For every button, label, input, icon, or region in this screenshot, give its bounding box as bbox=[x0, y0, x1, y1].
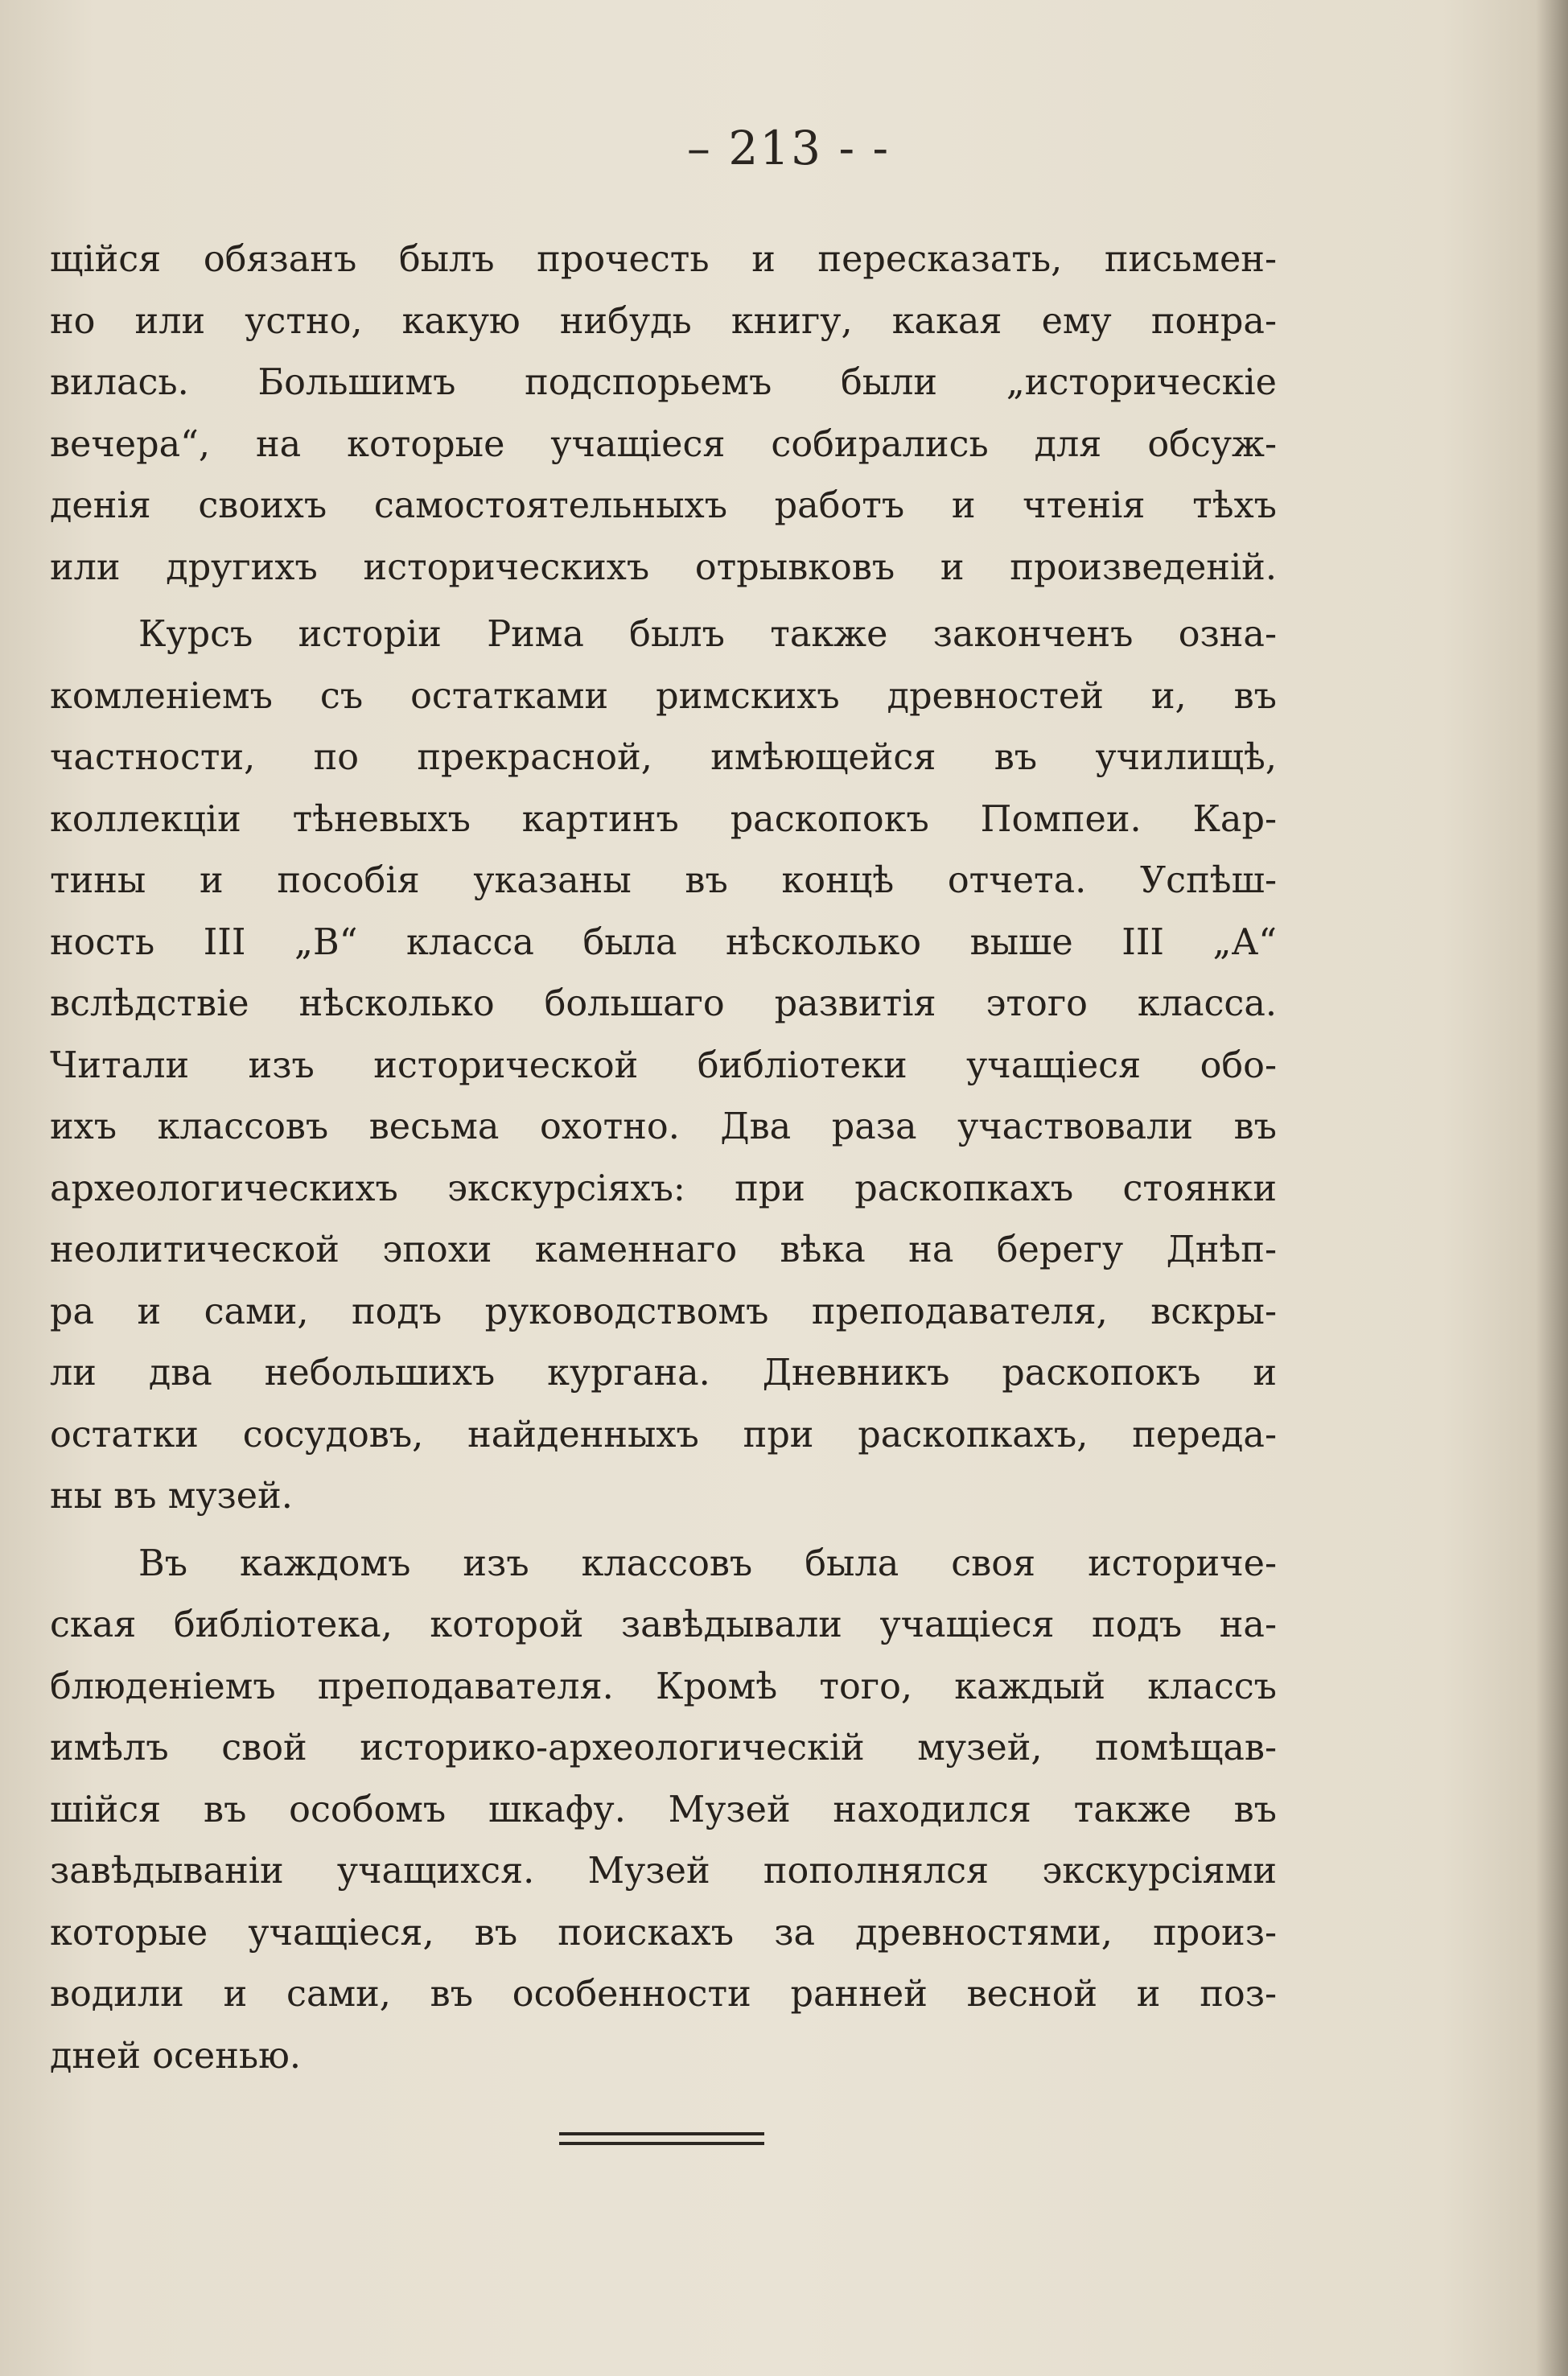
text-line: вечера“, на которые учащіеся собирались для обсуж- bbox=[50, 423, 1277, 465]
text-line: вилась. Большимъ подспорьемъ были „историческіе bbox=[50, 362, 1277, 403]
text-line: остатки сосудовъ, найденныхъ при раскопкахъ, переда- bbox=[50, 1414, 1277, 1456]
text-line: Въ каждомъ изъ классовъ была своя историче- bbox=[138, 1542, 1277, 1584]
paragraph-1 bbox=[50, 229, 1277, 599]
text-line: завѣдываніи учащихся. Музей пополнялся экскурсіями bbox=[50, 1851, 1277, 1892]
text-line: ихъ классовъ весьма охотно. Два раза участвовали въ bbox=[50, 1106, 1277, 1147]
text-line: тины и пособія указаны въ концѣ отчета. Успѣш- bbox=[50, 860, 1277, 901]
text-line: шійся въ особомъ шкафу. Музей находился также въ bbox=[50, 1789, 1277, 1830]
text-line: ли два небольшихъ кургана. Дневникъ раскопокъ и bbox=[50, 1353, 1277, 1394]
text-line: Курсъ исторіи Рима былъ также законченъ озна- bbox=[138, 614, 1277, 655]
text-line: которые учащіеся, въ поискахъ за древностями, произ- bbox=[50, 1912, 1277, 1954]
text-line: частности, по прекрасной, имѣющейся въ училищѣ, bbox=[50, 737, 1277, 778]
text-line: дней осенью. bbox=[50, 2035, 302, 2077]
text-line: или другихъ историческихъ отрывковъ и произведеній. bbox=[50, 546, 1277, 588]
text-line: но или устно, какую нибудь книгу, какая ему понра- bbox=[50, 300, 1277, 342]
text-line: Читали изъ исторической библіотеки учащіеся обо- bbox=[50, 1044, 1277, 1086]
page-edge-shadow bbox=[1536, 0, 1568, 2376]
text-line: вслѣдствіе нѣсколько большаго развитія этого класса. bbox=[50, 983, 1277, 1024]
text-line: блюденіемъ преподавателя. Кромѣ того, каждый классъ bbox=[50, 1666, 1277, 1707]
text-line: ны въ музей. bbox=[50, 1476, 293, 1517]
text-line: ра и сами, подъ руководствомъ преподавателя, вскры- bbox=[50, 1291, 1277, 1332]
paragraph-2 bbox=[50, 604, 1277, 1528]
text-line: ская библіотека, которой завѣдывали учащіеся подъ на- bbox=[50, 1604, 1277, 1645]
end-divider-rule bbox=[559, 2142, 764, 2145]
text-line: комленіемъ съ остатками римскихъ древностей и, въ bbox=[50, 675, 1277, 717]
page-number: – 213 - - bbox=[686, 121, 891, 175]
text-line: водили и сами, въ особенности ранней весной и поз- bbox=[50, 1974, 1277, 2015]
text-line: имѣлъ свой историко-археологическій музей, помѣщав- bbox=[50, 1727, 1277, 1769]
text-line: неолитической эпохи каменнаго вѣка на берегу Днѣп- bbox=[50, 1229, 1277, 1270]
text-line: денія своихъ самостоятельныхъ работъ и чтенія тѣхъ bbox=[50, 485, 1277, 526]
text-line: щійся обязанъ былъ прочесть и пересказать, письмен- bbox=[50, 239, 1277, 280]
text-line: коллекціи тѣневыхъ картинъ раскопокъ Помпеи. Кар- bbox=[50, 798, 1277, 840]
text-line: ность III „В“ класса была нѣсколько выше III „А“ bbox=[50, 921, 1277, 963]
end-divider-rule bbox=[559, 2132, 764, 2135]
text-line: археологическихъ экскурсіяхъ: при раскопкахъ стоянки bbox=[50, 1167, 1277, 1209]
paragraph-3 bbox=[50, 1534, 1277, 2088]
body-text bbox=[50, 229, 1277, 2087]
